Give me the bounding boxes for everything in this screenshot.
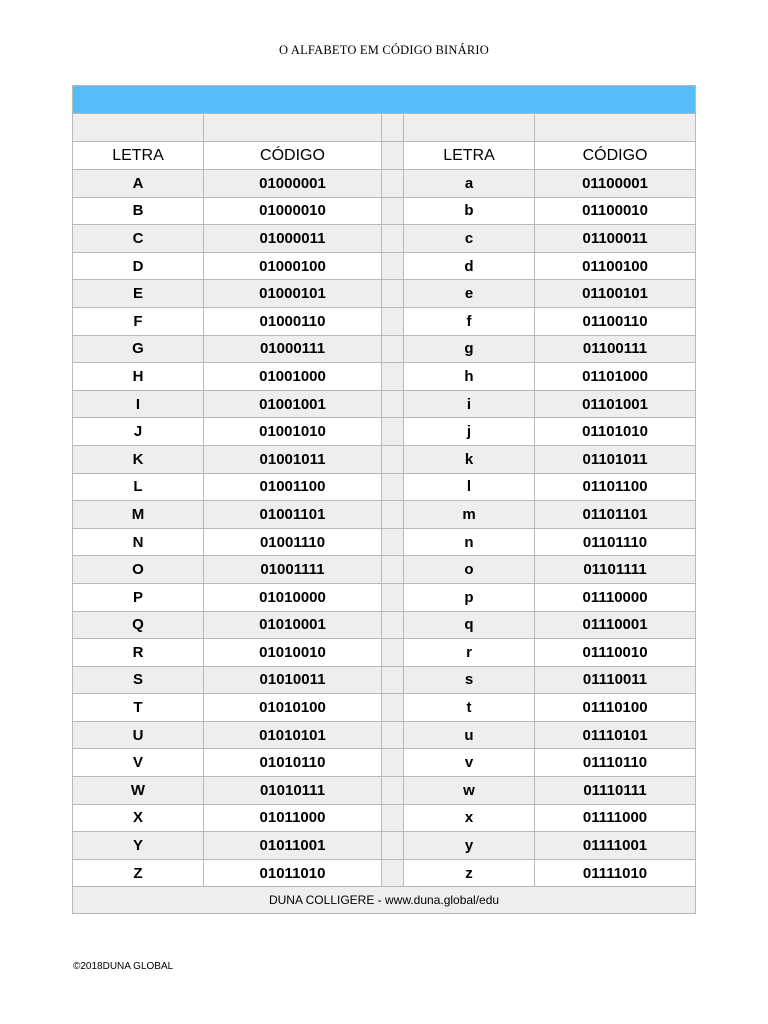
lower-code-cell: 01110110 [535,749,696,777]
lower-code-cell: 01110111 [535,777,696,805]
lower-letter-cell: b [404,197,535,225]
upper-code-cell: 01010111 [204,777,382,805]
table-row [73,363,696,391]
upper-code-cell: 01001101 [204,501,382,529]
lower-code-cell: 01101010 [535,418,696,446]
upper-letter-cell: N [73,528,204,556]
lower-letter-cell: z [404,859,535,887]
lower-letter-cell: p [404,583,535,611]
lower-code-cell: 01100101 [535,280,696,308]
column-header-code-right: CÓDIGO [535,142,696,170]
upper-code-cell: 01011001 [204,832,382,860]
upper-code-cell: 01000110 [204,307,382,335]
lower-letter-cell: n [404,528,535,556]
table-row [73,777,696,805]
lower-code-cell: 01110001 [535,611,696,639]
upper-letter-cell: X [73,804,204,832]
copyright-notice: ©2018DUNA GLOBAL [73,961,174,972]
spacer-cell [382,280,404,308]
upper-letter-cell: B [73,197,204,225]
table-row [73,501,696,529]
upper-letter-cell: G [73,335,204,363]
lower-code-cell: 01100111 [535,335,696,363]
spacer-cell [382,114,404,142]
lower-letter-cell: i [404,390,535,418]
upper-code-cell: 01011000 [204,804,382,832]
lower-letter-cell: t [404,694,535,722]
lower-code-cell: 01111001 [535,832,696,860]
footer-credit: DUNA COLLIGERE - www.duna.global/edu [73,887,696,914]
upper-code-cell: 01010011 [204,666,382,694]
upper-code-cell: 01011010 [204,859,382,887]
upper-letter-cell: S [73,666,204,694]
upper-code-cell: 01001010 [204,418,382,446]
spacer-cell [382,777,404,805]
table-row [73,666,696,694]
column-header-code-left: CÓDIGO [204,142,382,170]
binary-alphabet-table [72,85,696,914]
upper-letter-cell: A [73,170,204,198]
table-row [73,859,696,887]
table-row [73,335,696,363]
upper-letter-cell: O [73,556,204,584]
table-blank-row [73,114,696,142]
table-row [73,528,696,556]
upper-code-cell: 01001001 [204,390,382,418]
spacer-cell [382,363,404,391]
lower-letter-cell: w [404,777,535,805]
table-row [73,445,696,473]
table-row [73,639,696,667]
spacer-cell [382,611,404,639]
spacer-cell [382,666,404,694]
upper-letter-cell: I [73,390,204,418]
spacer-cell [382,832,404,860]
spacer-cell [382,473,404,501]
upper-code-cell: 01000001 [204,170,382,198]
spacer-cell [382,252,404,280]
upper-letter-cell: V [73,749,204,777]
spacer-cell [382,583,404,611]
lower-code-cell: 01101101 [535,501,696,529]
table-row [73,197,696,225]
upper-code-cell: 01010101 [204,721,382,749]
lower-letter-cell: s [404,666,535,694]
lower-letter-cell: g [404,335,535,363]
upper-letter-cell: T [73,694,204,722]
upper-code-cell: 01000100 [204,252,382,280]
table-header-bar [73,86,696,114]
upper-letter-cell: Z [73,859,204,887]
table-row [73,749,696,777]
spacer-cell [382,859,404,887]
lower-letter-cell: o [404,556,535,584]
upper-letter-cell: R [73,639,204,667]
blank-cell [204,114,382,142]
lower-code-cell: 01100011 [535,225,696,253]
spacer-cell [382,225,404,253]
table-row [73,390,696,418]
table-row [73,280,696,308]
upper-code-cell: 01000111 [204,335,382,363]
spacer-cell [382,445,404,473]
lower-letter-cell: x [404,804,535,832]
upper-code-cell: 01000011 [204,225,382,253]
lower-code-cell: 01110101 [535,721,696,749]
table-row [73,583,696,611]
upper-code-cell: 01000101 [204,280,382,308]
column-header-letter-right: LETRA [404,142,535,170]
table-row [73,473,696,501]
lower-code-cell: 01110100 [535,694,696,722]
lower-code-cell: 01101111 [535,556,696,584]
spacer-cell [382,804,404,832]
spacer-cell [382,142,404,170]
upper-code-cell: 01001000 [204,363,382,391]
table-row [73,225,696,253]
spacer-cell [382,556,404,584]
table-row [73,721,696,749]
page-title: O ALFABETO EM CÓDIGO BINÁRIO [278,43,489,57]
table-row [73,804,696,832]
header-bar-cell [73,86,696,114]
lower-code-cell: 01111000 [535,804,696,832]
column-header-letter-left: LETRA [73,142,204,170]
upper-letter-cell: J [73,418,204,446]
lower-code-cell: 01110000 [535,583,696,611]
lower-code-cell: 01110010 [535,639,696,667]
spacer-cell [382,639,404,667]
upper-letter-cell: U [73,721,204,749]
lower-code-cell: 01110011 [535,666,696,694]
spacer-cell [382,307,404,335]
table-row [73,252,696,280]
upper-code-cell: 01001111 [204,556,382,584]
spacer-cell [382,390,404,418]
spacer-cell [382,335,404,363]
lower-letter-cell: d [404,252,535,280]
lower-letter-cell: f [404,307,535,335]
blank-cell [535,114,696,142]
lower-code-cell: 01100110 [535,307,696,335]
table-row [73,611,696,639]
lower-letter-cell: h [404,363,535,391]
table-row [73,832,696,860]
spacer-cell [382,749,404,777]
upper-code-cell: 01010110 [204,749,382,777]
lower-letter-cell: y [404,832,535,860]
lower-letter-cell: a [404,170,535,198]
spacer-cell [382,501,404,529]
upper-code-cell: 01010010 [204,639,382,667]
upper-letter-cell: L [73,473,204,501]
lower-letter-cell: l [404,473,535,501]
lower-letter-cell: k [404,445,535,473]
upper-code-cell: 01000010 [204,197,382,225]
blank-cell [73,114,204,142]
lower-letter-cell: j [404,418,535,446]
lower-letter-cell: v [404,749,535,777]
upper-letter-cell: M [73,501,204,529]
upper-letter-cell: P [73,583,204,611]
upper-letter-cell: C [73,225,204,253]
spacer-cell [382,721,404,749]
lower-letter-cell: q [404,611,535,639]
upper-letter-cell: E [73,280,204,308]
upper-code-cell: 01010000 [204,583,382,611]
upper-letter-cell: F [73,307,204,335]
spacer-cell [382,528,404,556]
table-row [73,418,696,446]
table-footer-row [73,887,696,914]
lower-code-cell: 01101000 [535,363,696,391]
spacer-cell [382,197,404,225]
spacer-cell [382,694,404,722]
spacer-cell [382,170,404,198]
lower-code-cell: 01100010 [535,197,696,225]
upper-code-cell: 01010100 [204,694,382,722]
upper-letter-cell: Y [73,832,204,860]
upper-letter-cell: W [73,777,204,805]
lower-letter-cell: r [404,639,535,667]
lower-letter-cell: c [404,225,535,253]
upper-letter-cell: K [73,445,204,473]
column-header-row [73,142,696,170]
upper-code-cell: 01001110 [204,528,382,556]
lower-code-cell: 01101100 [535,473,696,501]
spacer-cell [382,418,404,446]
upper-letter-cell: H [73,363,204,391]
table-row [73,694,696,722]
lower-letter-cell: m [404,501,535,529]
lower-code-cell: 01111010 [535,859,696,887]
lower-code-cell: 01101001 [535,390,696,418]
table-row [73,307,696,335]
upper-code-cell: 01010001 [204,611,382,639]
lower-letter-cell: e [404,280,535,308]
lower-code-cell: 01100001 [535,170,696,198]
upper-code-cell: 01001011 [204,445,382,473]
lower-letter-cell: u [404,721,535,749]
upper-code-cell: 01001100 [204,473,382,501]
lower-code-cell: 01101011 [535,445,696,473]
upper-letter-cell: Q [73,611,204,639]
lower-code-cell: 01100100 [535,252,696,280]
table-row [73,170,696,198]
table-row [73,556,696,584]
upper-letter-cell: D [73,252,204,280]
lower-code-cell: 01101110 [535,528,696,556]
blank-cell [404,114,535,142]
